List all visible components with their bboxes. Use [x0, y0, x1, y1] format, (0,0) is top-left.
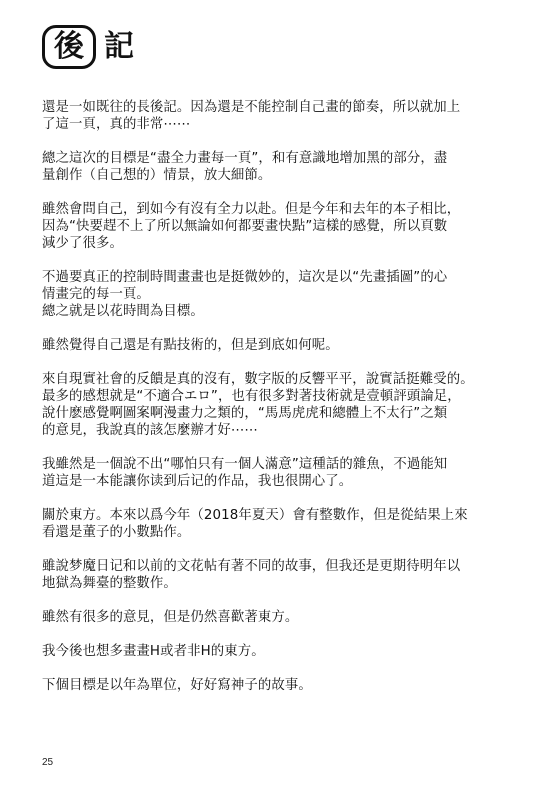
afterword-header — [42, 22, 134, 72]
paragraph-6: 來自現實社會的反饋是真的沒有，數字版的反響平平，說實話挺難受的。 最多的感想就是“不適合エロ”，也有很多對著技術就是壹頓評頭論足， 說什麽感覺啊圖案啊漫畫力之類的，“馬馬虎虎和總體上不太行”之類 的意見，我說真的該怎麼辦才好⋯⋯ — [42, 372, 474, 438]
afterword-body — [42, 99, 517, 711]
paragraph-8: 關於東方。本來以爲今年（2018年夏天）會有整數作，但是從結果上來 看還是董子的小數點作。 — [42, 508, 468, 540]
page-number: 25 — [42, 757, 54, 768]
paragraph-11: 我今後也想多畫畫H或者非H的東方。 — [42, 644, 265, 659]
paragraph-1: 還是一如既往的長後記。因為還是不能控制自己畫的節奏，所以就加上 了這一頁，真的非常⋯⋯ — [42, 100, 461, 132]
paragraph-3: 雖然會問自己，到如今有沒有全力以赴。但是今年和去年的本子相比， 因為“快要趕不上了所以無論如何都要畫快點”這樣的感覺，所以頁數 減少了很多。 — [42, 202, 461, 251]
paragraph-10: 雖然有很多的意見，但是仍然喜歡著東方。 — [42, 610, 299, 625]
paragraph-4: 不過要真正的控制時間畫畫也是挺微妙的，這次是以“先畫插圖”的心 情畫完的每一頁。 總之就是以花時間為目標。 — [42, 270, 448, 319]
paragraph-5: 雖然覺得自己還是有點技術的，但是到底如何呢。 — [42, 338, 339, 353]
paragraph-2: 總之這次的目標是“盡全力畫每一頁”，和有意識地增加黑的部分，盡 量創作（自己想的）情景，放大細節。 — [42, 151, 448, 183]
paragraph-9: 雖說梦魔日记和以前的文花帖有著不同的故事，但我还是更期待明年以 地獄為舞臺的整數作。 — [42, 559, 461, 591]
title-boxed-character: 後 — [42, 25, 96, 69]
paragraph-12: 下個目標是以年為單位，好好寫神子的故事。 — [42, 678, 312, 693]
paragraph-7: 我雖然是一個說不出“哪怕只有一個人滿意”這種話的雜魚，不過能知 道這是一本能讓你读到后记的作品，我也很開心了。 — [42, 457, 448, 489]
title-character: 記 — [104, 29, 134, 64]
